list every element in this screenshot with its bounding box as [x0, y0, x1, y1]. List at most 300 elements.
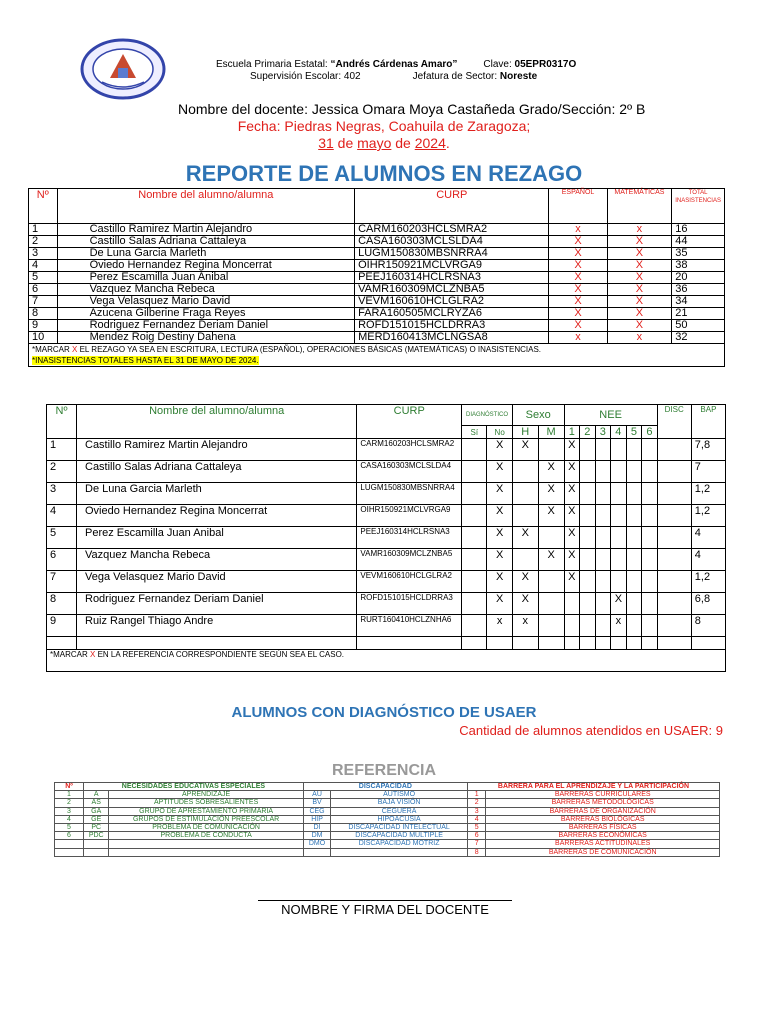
nee-4: x — [611, 615, 627, 637]
inasistencias: 20 — [672, 272, 725, 284]
nee-desc: GRUPOS DE ESTIMULACIÓN PREESCOLAR — [109, 815, 303, 823]
col-bap: BAP — [691, 405, 725, 439]
matematicas-mark: X — [607, 284, 672, 296]
matematicas-mark: X — [607, 296, 672, 308]
col-h: H — [512, 426, 538, 439]
disc-code: CEG — [303, 807, 330, 815]
matematicas-mark: X — [607, 308, 672, 320]
referencia-table — [54, 782, 720, 857]
ref-col-num: Nº — [55, 783, 84, 791]
table-row — [47, 483, 726, 505]
nee-code: PC — [84, 823, 109, 831]
disc-code: HIP — [303, 815, 330, 823]
diag-no: X — [487, 461, 512, 483]
diag-no: x — [487, 615, 512, 637]
sexo-m — [538, 593, 564, 615]
disc-desc: DISCAPACIDAD INTELECTUAL — [331, 823, 468, 831]
table-row — [55, 823, 720, 831]
student-name: Vazquez Mancha Rebeca — [57, 284, 355, 296]
usaer-table — [46, 404, 726, 672]
sexo-h — [512, 505, 538, 527]
disc-code — [303, 848, 330, 856]
inasistencias: 38 — [672, 260, 725, 272]
sexo-h: x — [512, 615, 538, 637]
nee-3 — [595, 483, 611, 505]
nee-2 — [580, 505, 596, 527]
diagnostico-title: ALUMNOS CON DIAGNÓSTICO DE USAER — [231, 704, 537, 721]
inasistencias: 21 — [672, 308, 725, 320]
table-row — [47, 615, 726, 637]
inasistencias: 34 — [672, 296, 725, 308]
row-num: 2 — [29, 236, 58, 248]
matematicas-mark: X — [607, 320, 672, 332]
report-title: REPORTE DE ALUMNOS EN REZAGO — [185, 161, 583, 186]
row-num: 3 — [47, 483, 77, 505]
ref-num: 6 — [55, 832, 84, 840]
bap: 7,8 — [691, 439, 725, 461]
row-num: 7 — [47, 571, 77, 593]
row-num: 4 — [29, 260, 58, 272]
bap: 1,2 — [691, 505, 725, 527]
table-row — [29, 320, 725, 332]
bap: 6,8 — [691, 593, 725, 615]
espanol-mark: X — [549, 236, 607, 248]
nee-6 — [642, 527, 658, 549]
nee-5 — [626, 527, 642, 549]
curp: VEVM160610HCLGLRA2 — [355, 296, 549, 308]
disc — [657, 615, 691, 637]
col-nee-2: 2 — [580, 426, 596, 439]
col-disc: DISC — [657, 405, 691, 439]
bap: 7 — [691, 461, 725, 483]
table-row — [55, 840, 720, 848]
bap-desc: BARRERAS METODOLÓGICAS — [486, 799, 720, 807]
nee-1: X — [564, 527, 580, 549]
nee-5 — [626, 505, 642, 527]
bap: 8 — [691, 615, 725, 637]
col-espanol: ESPAÑOL — [549, 189, 607, 224]
curp: OIHR150921MCLVRGA9 — [357, 505, 462, 527]
nee-3 — [595, 571, 611, 593]
rezago-note: *MARCAR X EL REZAGO YA SEA EN ESCRITURA, LECTURA (ESPAÑOL), OPERACIONES BÁSICAS (MATEMÁTICAS) O INASISTENCIAS. *INASISTENCIAS TOTALES HASTA EL 31 DE MAYO DE 2024. — [29, 344, 725, 367]
nee-desc: APRENDIZAJE — [109, 791, 303, 799]
disc-code: AU — [303, 791, 330, 799]
sexo-h — [512, 461, 538, 483]
nee-3 — [595, 505, 611, 527]
table-row — [29, 332, 725, 344]
nee-3 — [595, 461, 611, 483]
nee-6 — [642, 615, 658, 637]
nee-4 — [611, 549, 627, 571]
sexo-m — [538, 527, 564, 549]
student-name: Vega Velasquez Mario David — [77, 571, 357, 593]
table-row — [47, 439, 726, 461]
rezago-table — [28, 188, 725, 367]
inasistencias: 16 — [672, 224, 725, 236]
sexo-m: X — [538, 549, 564, 571]
nee-3 — [595, 439, 611, 461]
inasistencias: 44 — [672, 236, 725, 248]
sexo-h — [512, 549, 538, 571]
nee-3 — [595, 527, 611, 549]
espanol-mark: X — [549, 248, 607, 260]
disc — [657, 483, 691, 505]
nee-code: A — [84, 791, 109, 799]
diag-si — [462, 615, 487, 637]
nee-6 — [642, 439, 658, 461]
row-num: 5 — [29, 272, 58, 284]
school-header-line: Escuela Primaria Estatal: “Andrés Cárdenas Amaro” Clave: 05EPR0317O — [216, 59, 577, 70]
diag-no: X — [487, 549, 512, 571]
col-sexo: Sexo — [512, 405, 564, 426]
curp: PEEJ160314HCLRSNA3 — [357, 527, 462, 549]
ref-col-nee: NECESIDADES EDUCATIVAS ESPECIALES — [84, 783, 304, 791]
nee-5 — [626, 439, 642, 461]
nee-6 — [642, 571, 658, 593]
diag-no: X — [487, 483, 512, 505]
nee-1: X — [564, 571, 580, 593]
disc — [657, 527, 691, 549]
nee-desc: GRUPO DE APRESTAMIENTO PRIMARIA — [109, 807, 303, 815]
sexo-m: X — [538, 505, 564, 527]
col-nee-1: 1 — [564, 426, 580, 439]
curp: CARM160203HCLSMRA2 — [357, 439, 462, 461]
table-row — [29, 272, 725, 284]
col-m: M — [538, 426, 564, 439]
supervision-line: Supervisión Escolar: 402 Jefatura de Sector: Noreste — [250, 71, 538, 82]
col-num: Nº — [29, 189, 58, 224]
matematicas-mark: X — [607, 272, 672, 284]
nee-5 — [626, 615, 642, 637]
row-num: 6 — [47, 549, 77, 571]
docente-line: Nombre del docente: Jessica Omara Moya Castañeda Grado/Sección: 2º B — [178, 101, 646, 117]
bap-desc: BARRERAS ECONÓMICAS — [486, 832, 720, 840]
row-num: 4 — [47, 505, 77, 527]
disc-code: DI — [303, 823, 330, 831]
cantidad-line: Cantidad de alumnos atendidos en USAER: 9 — [459, 723, 723, 738]
matematicas-mark: x — [607, 224, 672, 236]
nee-5 — [626, 593, 642, 615]
col-inasistencias: TOTAL INASISTENCIAS — [672, 189, 725, 224]
curp: VEVM160610HCLGLRA2 — [357, 571, 462, 593]
espanol-mark: x — [549, 332, 607, 344]
bap-desc: BARRERAS FÍSICAS — [486, 823, 720, 831]
nee-code: GE — [84, 815, 109, 823]
curp: LUGM150830MBSNRRA4 — [355, 248, 549, 260]
row-num: 1 — [29, 224, 58, 236]
usaer-note: *MARCAR X EN LA REFERENCIA CORRESPONDIENTE SEGÚN SEA EL CASO. — [47, 650, 726, 672]
row-num: 8 — [47, 593, 77, 615]
disc-desc: HIPOACUSIA — [331, 815, 468, 823]
bap-num: 7 — [467, 840, 485, 848]
matematicas-mark: X — [607, 260, 672, 272]
disc-code: DMO — [303, 840, 330, 848]
ref-col-disc: DISCAPACIDAD — [303, 783, 467, 791]
nee-2 — [580, 527, 596, 549]
row-num: 6 — [29, 284, 58, 296]
nee-code — [84, 840, 109, 848]
diag-no: X — [487, 593, 512, 615]
student-name: De Luna Garcia Marleth — [77, 483, 357, 505]
student-name: Rodriguez Fernandez Deriam Daniel — [77, 593, 357, 615]
curp: VAMR160309MCLZNBA5 — [355, 284, 549, 296]
row-num: 3 — [29, 248, 58, 260]
espanol-mark: X — [549, 308, 607, 320]
disc — [657, 593, 691, 615]
disc-desc: DISCAPACIDAD MOTRIZ — [331, 840, 468, 848]
curp: CASA160303MCLSLDA4 — [355, 236, 549, 248]
nee-6 — [642, 505, 658, 527]
nee-2 — [580, 439, 596, 461]
diag-no: X — [487, 505, 512, 527]
nee-1: X — [564, 461, 580, 483]
table-row — [55, 807, 720, 815]
disc-desc: AUTISMO — [331, 791, 468, 799]
ref-num: 4 — [55, 815, 84, 823]
espanol-mark: X — [549, 272, 607, 284]
table-row — [47, 461, 726, 483]
bap: 1,2 — [691, 483, 725, 505]
curp: CASA160303MCLSLDA4 — [357, 461, 462, 483]
table-row — [55, 815, 720, 823]
espanol-mark: X — [549, 320, 607, 332]
nee-2 — [580, 549, 596, 571]
student-name: Vazquez Mancha Rebeca — [77, 549, 357, 571]
nee-6 — [642, 483, 658, 505]
nee-1: X — [564, 549, 580, 571]
bap-num: 6 — [467, 832, 485, 840]
bap-desc: BARRERAS CURRICULARES — [486, 791, 720, 799]
sexo-h — [512, 483, 538, 505]
table-row-empty — [47, 637, 726, 650]
nee-4 — [611, 483, 627, 505]
nee-4 — [611, 505, 627, 527]
table-row — [29, 308, 725, 320]
nee-5 — [626, 461, 642, 483]
referencia-title: REFERENCIA — [331, 762, 436, 779]
nee-2 — [580, 571, 596, 593]
diag-si — [462, 505, 487, 527]
inasistencias: 36 — [672, 284, 725, 296]
nee-code: AS — [84, 799, 109, 807]
table-row — [29, 296, 725, 308]
bap: 4 — [691, 549, 725, 571]
disc-code: BV — [303, 799, 330, 807]
nee-1 — [564, 593, 580, 615]
diag-si — [462, 571, 487, 593]
nee-code — [84, 848, 109, 856]
table-row — [29, 248, 725, 260]
fecha-line: Fecha: Piedras Negras, Coahuila de Zaragoza; — [237, 118, 531, 134]
bap-desc: BARRERAS BIOLÓGICAS — [486, 815, 720, 823]
espanol-mark: X — [549, 260, 607, 272]
table-row — [55, 832, 720, 840]
student-name: Ruiz Rangel Thiago Andre — [77, 615, 357, 637]
matematicas-mark: X — [607, 236, 672, 248]
sexo-m — [538, 615, 564, 637]
disc — [657, 571, 691, 593]
curp: RURT160410HCLZNHA6 — [357, 615, 462, 637]
diag-si — [462, 549, 487, 571]
nee-1: X — [564, 505, 580, 527]
bap-num: 5 — [467, 823, 485, 831]
table-row — [55, 799, 720, 807]
col-matematicas: MATEMÁTICAS — [607, 189, 672, 224]
student-name: Perez Escamilla Juan Anibal — [77, 527, 357, 549]
diag-si — [462, 439, 487, 461]
ref-col-bap: BARRERA PARA EL APRENDIZAJE Y LA PARTICIPACIÓN — [467, 783, 719, 791]
inasistencias: 35 — [672, 248, 725, 260]
disc — [657, 461, 691, 483]
nee-5 — [626, 571, 642, 593]
nee-4: X — [611, 593, 627, 615]
nee-desc — [109, 848, 303, 856]
nee-1 — [564, 615, 580, 637]
col-diagnostico: DIAGNÓSTICO — [462, 405, 513, 426]
disc-desc: BAJA VISIÓN — [331, 799, 468, 807]
diag-si — [462, 461, 487, 483]
bap: 1,2 — [691, 571, 725, 593]
col-nee-4: 4 — [611, 426, 627, 439]
rezago-header-row — [29, 189, 725, 224]
row-num: 9 — [47, 615, 77, 637]
ref-num: 3 — [55, 807, 84, 815]
sexo-h: X — [512, 571, 538, 593]
row-num: 5 — [47, 527, 77, 549]
disc — [657, 505, 691, 527]
diag-no: X — [487, 439, 512, 461]
curp: FARA160505MCLRYZA6 — [355, 308, 549, 320]
sexo-m: X — [538, 461, 564, 483]
fecha-date: 31 de mayo de 2024. — [318, 135, 450, 151]
table-row — [55, 848, 720, 856]
nee-code: PDC — [84, 832, 109, 840]
diag-si — [462, 483, 487, 505]
nee-2 — [580, 615, 596, 637]
table-row — [55, 791, 720, 799]
student-name: Azucena Gilberine Fraga Reyes — [57, 308, 355, 320]
disc-desc: CEGUERA — [331, 807, 468, 815]
table-row — [29, 284, 725, 296]
ref-num: 2 — [55, 799, 84, 807]
bap-desc: BARRERAS DE COMUNICACIÓN — [486, 848, 720, 856]
table-row — [47, 593, 726, 615]
nee-code: GA — [84, 807, 109, 815]
bap-desc: BARRERAS DE ORGANIZACIÓN — [486, 807, 720, 815]
nee-desc: PROBLEMA DE COMUNICACIÓN — [109, 823, 303, 831]
disc — [657, 439, 691, 461]
sexo-m: X — [538, 483, 564, 505]
diag-no: X — [487, 527, 512, 549]
sexo-h: X — [512, 593, 538, 615]
nee-desc: APTITUDES SOBRESALIENTES — [109, 799, 303, 807]
table-row — [47, 549, 726, 571]
col-nee: NEE — [564, 405, 657, 426]
ref-num: 1 — [55, 791, 84, 799]
nee-4 — [611, 439, 627, 461]
school-seal-logo — [80, 38, 166, 100]
nee-1: X — [564, 483, 580, 505]
nee-6 — [642, 461, 658, 483]
nee-4 — [611, 527, 627, 549]
nee-3 — [595, 593, 611, 615]
nee-2 — [580, 461, 596, 483]
matematicas-mark: X — [607, 248, 672, 260]
student-name: Oviedo Hernandez Regina Moncerrat — [57, 260, 355, 272]
matematicas-mark: x — [607, 332, 672, 344]
student-name: Castillo Ramirez Martin Alejandro — [57, 224, 355, 236]
signature-label: NOMBRE Y FIRMA DEL DOCENTE — [281, 902, 489, 917]
bap-desc: BARRERAS ACTITUDINALES — [486, 840, 720, 848]
disc-desc — [331, 848, 468, 856]
student-name: Castillo Salas Adriana Cattaleya — [57, 236, 355, 248]
nee-3 — [595, 615, 611, 637]
sexo-m — [538, 571, 564, 593]
table-row — [29, 224, 725, 236]
col-num: Nº — [47, 405, 77, 439]
col-name: Nombre del alumno/alumna — [57, 189, 355, 224]
signature-line — [258, 900, 512, 901]
bap-num: 8 — [467, 848, 485, 856]
espanol-mark: x — [549, 224, 607, 236]
nee-6 — [642, 593, 658, 615]
nee-desc — [109, 840, 303, 848]
table-row — [29, 236, 725, 248]
curp: ROFD151015HCLDRRA3 — [357, 593, 462, 615]
row-num: 8 — [29, 308, 58, 320]
curp: VAMR160309MCLZNBA5 — [357, 549, 462, 571]
sexo-h: X — [512, 439, 538, 461]
curp: MERD160413MCLNGSA8 — [355, 332, 549, 344]
col-curp: CURP — [355, 189, 549, 224]
sexo-m — [538, 439, 564, 461]
nee-5 — [626, 549, 642, 571]
row-num: 9 — [29, 320, 58, 332]
nee-3 — [595, 549, 611, 571]
nee-desc: PROBLEMA DE CONDUCTA — [109, 832, 303, 840]
student-name: Castillo Ramirez Martin Alejandro — [77, 439, 357, 461]
row-num: 2 — [47, 461, 77, 483]
disc-desc: DISCAPACIDAD MULTIPLE — [331, 832, 468, 840]
ref-num — [55, 848, 84, 856]
curp: PEEJ160314HCLRSNA3 — [355, 272, 549, 284]
sexo-h: X — [512, 527, 538, 549]
nee-6 — [642, 549, 658, 571]
bap-num: 3 — [467, 807, 485, 815]
student-name: Mendez Roig Destiny Dahena — [57, 332, 355, 344]
bap-num: 2 — [467, 799, 485, 807]
student-name: De Luna Garcia Marleth — [57, 248, 355, 260]
espanol-mark: X — [549, 296, 607, 308]
table-row — [47, 527, 726, 549]
ref-num — [55, 840, 84, 848]
student-name: Oviedo Hernandez Regina Moncerrat — [77, 505, 357, 527]
row-num: 1 — [47, 439, 77, 461]
student-name: Perez Escamilla Juan Anibal — [57, 272, 355, 284]
diag-si — [462, 527, 487, 549]
student-name: Rodriguez Fernandez Deriam Daniel — [57, 320, 355, 332]
nee-2 — [580, 483, 596, 505]
table-row — [47, 571, 726, 593]
ref-num: 5 — [55, 823, 84, 831]
nee-1: X — [564, 439, 580, 461]
col-name: Nombre del alumno/alumna — [77, 405, 357, 439]
disc-code: DM — [303, 832, 330, 840]
student-name: Castillo Salas Adriana Cattaleya — [77, 461, 357, 483]
col-nee-6: 6 — [642, 426, 658, 439]
curp: ROFD151015HCLDRRA3 — [355, 320, 549, 332]
diag-si — [462, 593, 487, 615]
